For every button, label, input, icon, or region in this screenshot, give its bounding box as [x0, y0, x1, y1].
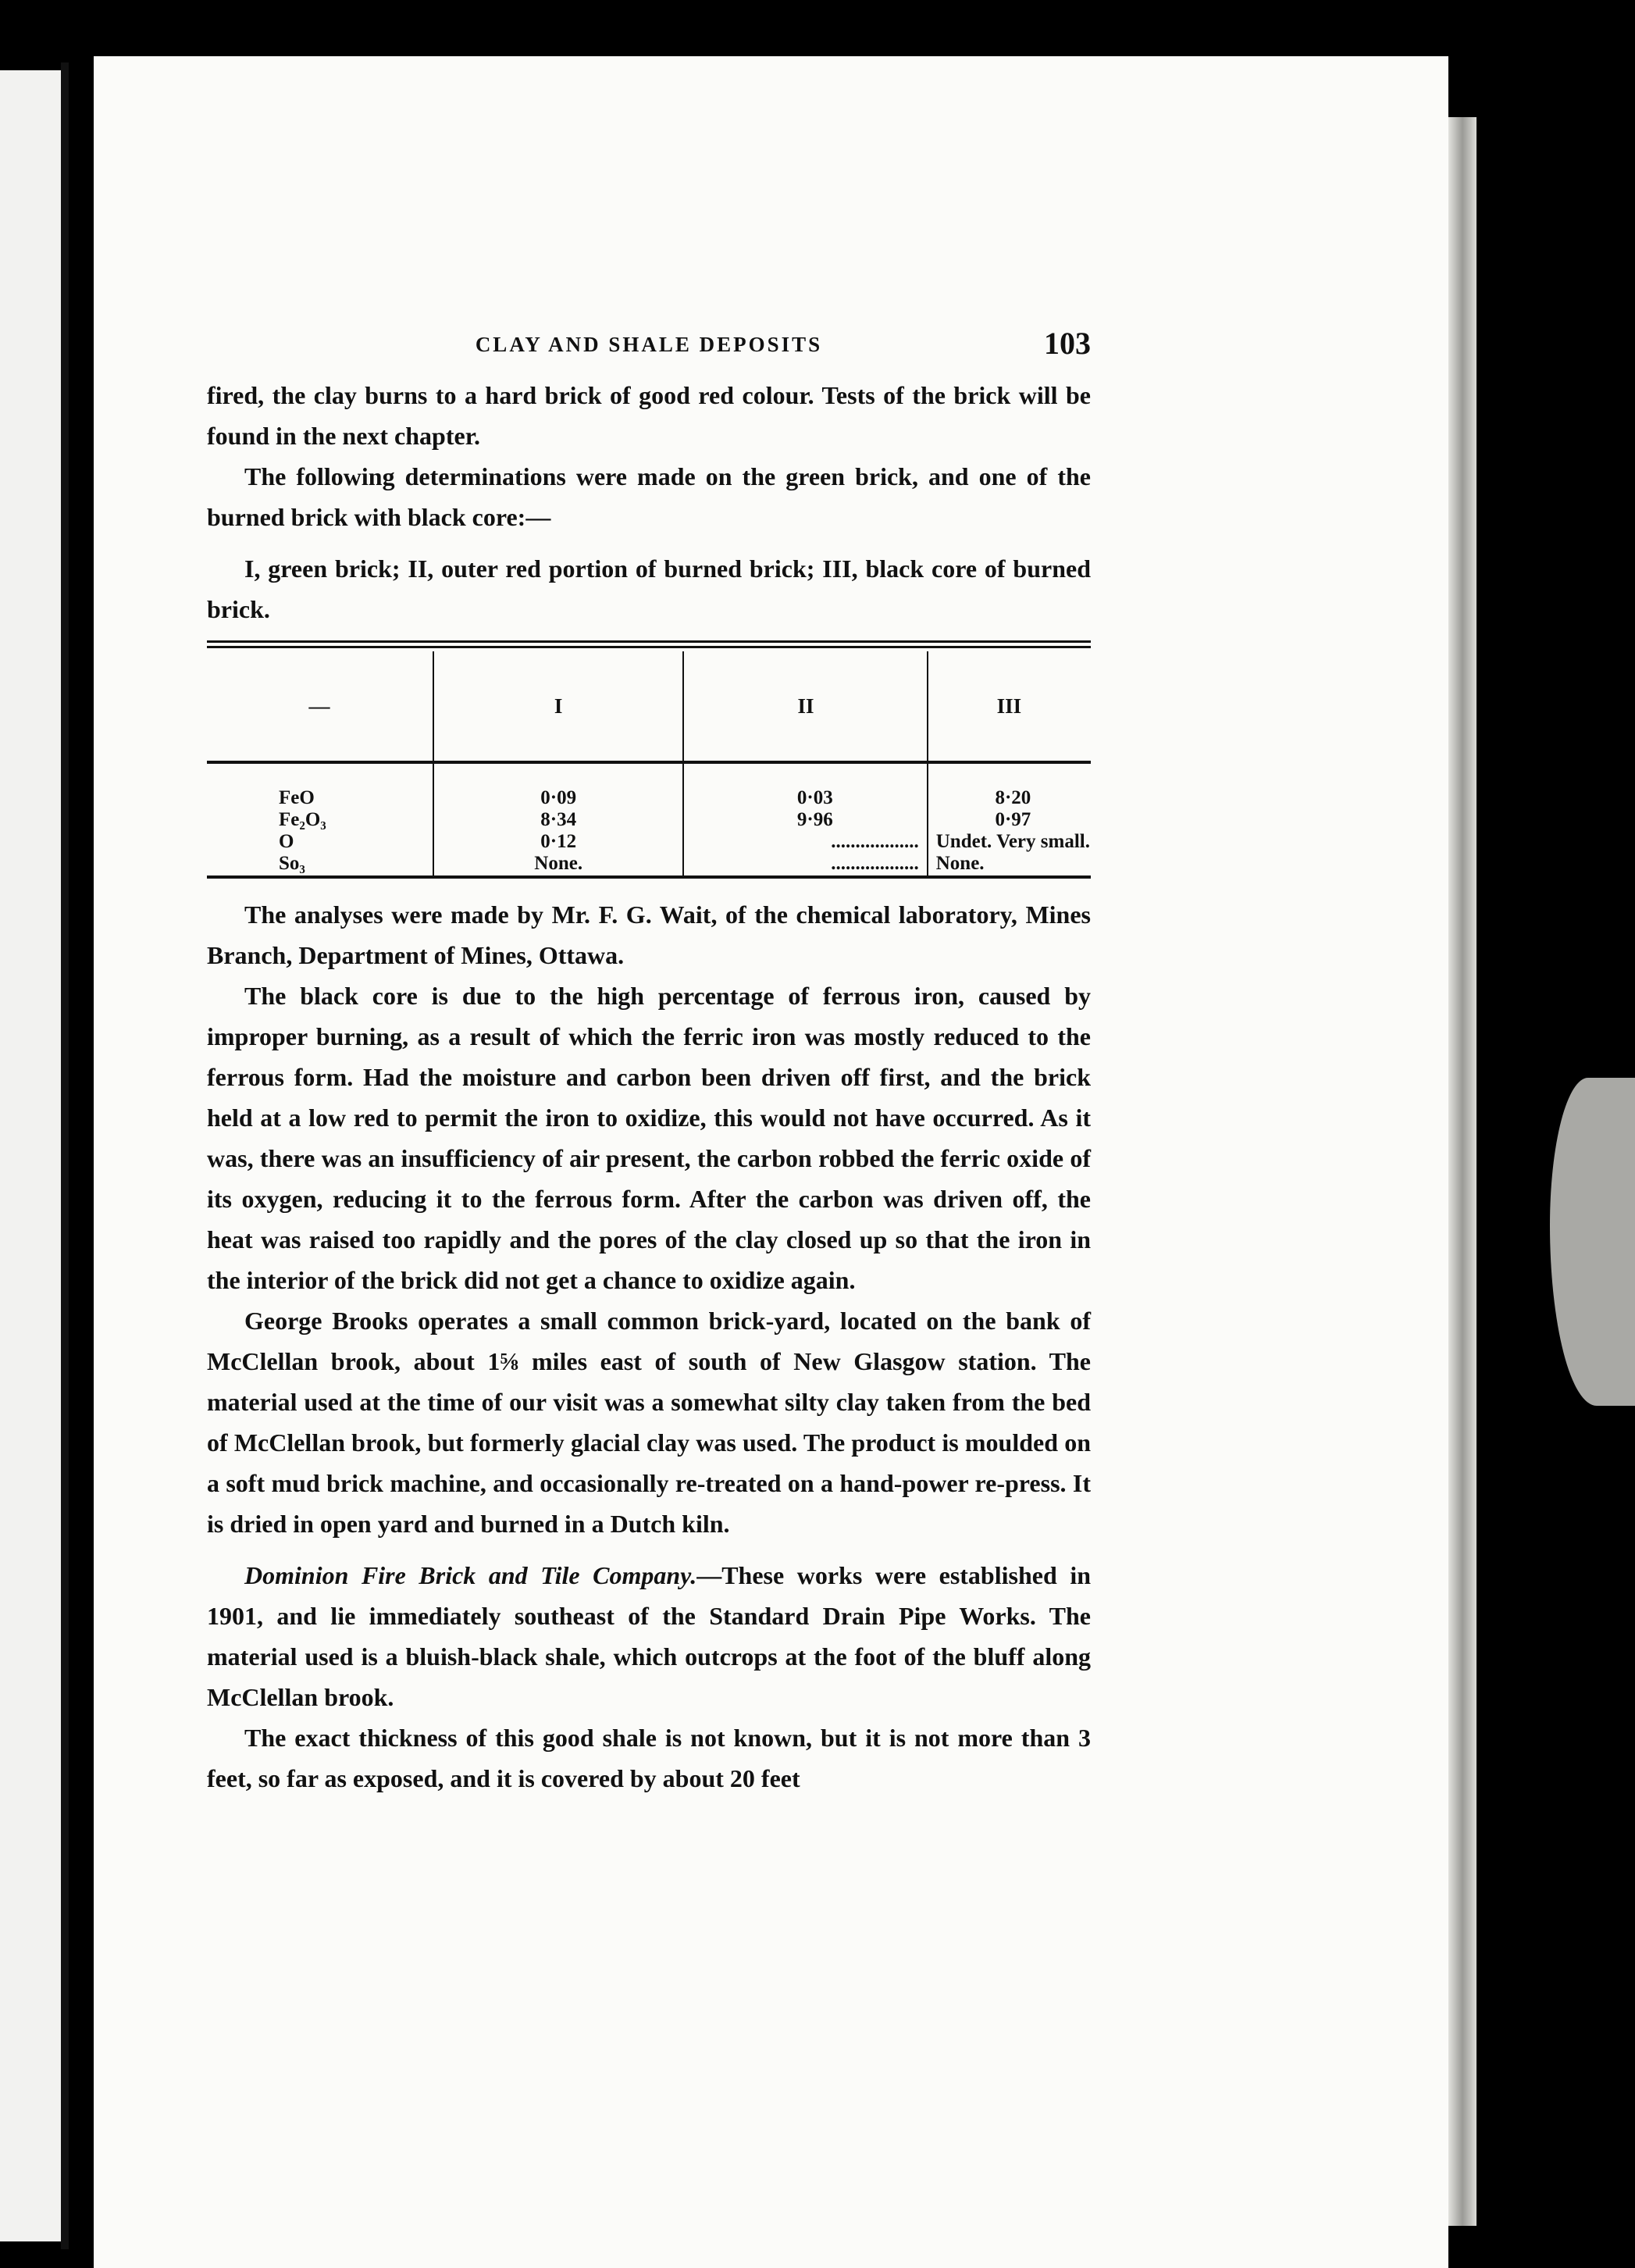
facing-page-edge: [0, 70, 62, 2241]
paragraph: The exact thickness of this good shale is not known, but it is not more than 3 feet, so far as exposed, and it is covered by about 20 feet: [207, 1724, 1091, 1792]
table-header-cell: —: [207, 651, 433, 762]
compound-label: O: [279, 831, 294, 852]
column-I: [433, 762, 683, 877]
table-header-cell: III: [928, 651, 1091, 762]
value-cell: 0·97: [995, 809, 1031, 830]
page-content: [207, 328, 1091, 1799]
column-II: [683, 762, 927, 877]
paragraph: fired, the clay burns to a hard brick of good red colour. Tests of the brick will be found in the next chapter.: [207, 381, 1091, 450]
paragraph: [207, 1555, 1091, 1717]
company-text: —These works were established in 1901, and lie immediately southeast of the Standard Drain Pipe Works. The material used is a bluish-black shale, which outcrops at the foot of the bluff along McClellan brook.: [207, 1561, 1092, 1711]
table-top-rule: [207, 640, 1091, 648]
company-heading: Dominion Fire Brick and Tile Company.: [244, 1561, 697, 1589]
table-header-cell: II: [683, 651, 927, 762]
value-cell: ..................: [831, 853, 919, 874]
value-cell: None.: [935, 853, 985, 874]
page-header: [207, 328, 1091, 375]
value-cell: 0·09: [540, 787, 577, 808]
page-number: 103: [1044, 326, 1091, 361]
table-header-cell: I: [433, 651, 683, 762]
paragraph: I, green brick; II, outer red portion of burned brick; III, black core of burned brick.: [207, 555, 1091, 623]
compound-label: So₃: [279, 853, 305, 874]
binding-gutter: [61, 62, 69, 2249]
analysis-table: [207, 651, 1091, 879]
value-cell: 8·20: [995, 787, 1031, 808]
compound-label: FeO: [279, 787, 315, 808]
running-head: CLAY AND SHALE DEPOSITS: [475, 333, 823, 356]
paragraph: The analyses were made by Mr. F. G. Wait, of the chemical laboratory, Mines Branch, Department of Mines, Ottawa.: [207, 900, 1091, 969]
value-cell: ..................: [831, 831, 919, 852]
value-cell: None.: [534, 853, 583, 874]
value-cell: 9·96: [796, 809, 833, 830]
value-cell: 8·34: [540, 809, 577, 830]
paragraph: The black core is due to the high percentage of ferrous iron, caused by improper burning, as a result of which the ferric iron was mostly reduced to the ferrous form. Had the moisture and carbon been driven off first, and the brick held at a low red to permit the iron to oxidize, this would not have occurred. As it was, there was an insufficiency of air present, the carbon robbed the ferric oxide of its oxygen, reducing it to the ferrous form. After the carbon was driven off, the heat was raised too rapidly and the pores of the clay closed up so that the iron in the interior of the brick did not get a chance to oxidize again.: [207, 982, 1091, 1294]
scan-blot: [1550, 1078, 1635, 1406]
paragraph: George Brooks operates a small common brick-yard, located on the bank of McClellan brook, about 1⅝ miles east of south of New Glasgow station. The material used at the time of our visit was a somewhat silty clay taken from the bed of McClellan brook, but formerly glacial clay was used. The product is moulded on a soft mud brick machine, and occasionally re-treated on a hand-power re-press. It is dried in open yard and burned in a Dutch kiln.: [207, 1307, 1091, 1538]
table-row: [207, 762, 1091, 877]
value-cell: 0·12: [540, 831, 577, 852]
compound-column: [207, 762, 433, 877]
paragraph: The following determinations were made on the green brick, and one of the burned brick with black core:—: [207, 462, 1091, 531]
page-stack-edge: [1448, 117, 1476, 2226]
compound-label: Fe₂O₃: [279, 809, 326, 830]
value-cell: Undet. Very small.: [935, 831, 1090, 852]
column-III: [928, 762, 1091, 877]
value-cell: 0·03: [796, 787, 833, 808]
table-header-row: [207, 651, 1091, 762]
